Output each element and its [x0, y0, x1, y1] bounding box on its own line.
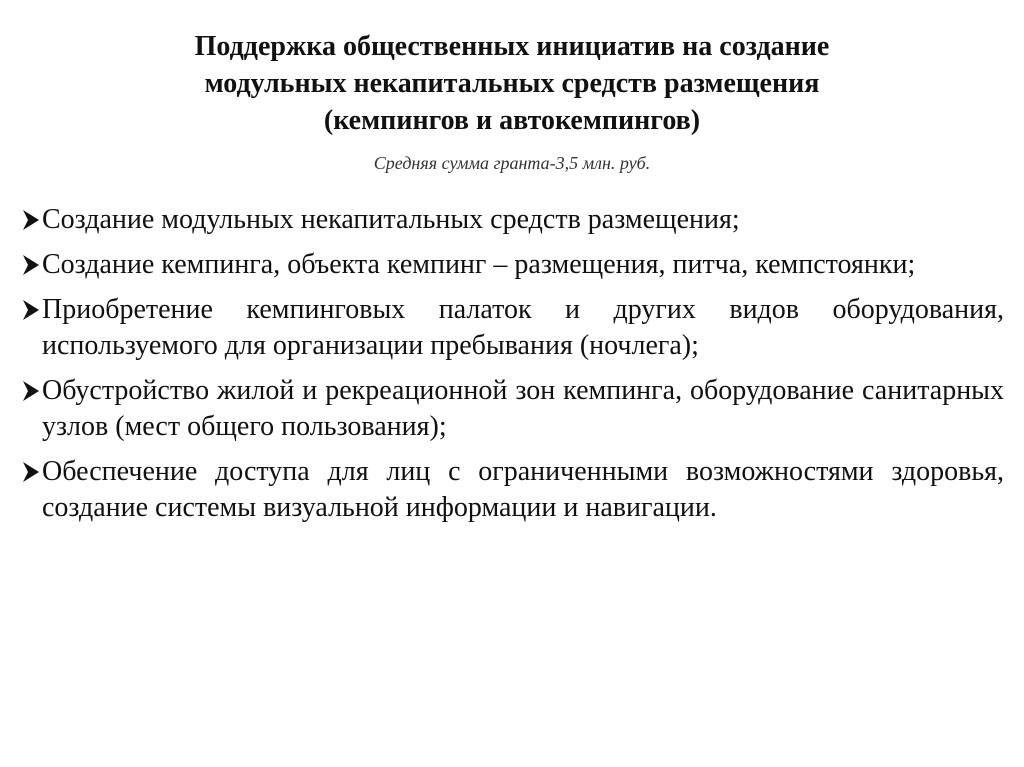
list-item-text: Создание кемпинга, объекта кемпинг – размещения, питча, кемпстоянки; [42, 249, 916, 280]
title-line-1: Поддержка общественных инициатив на создание [194, 31, 830, 62]
list-item [22, 202, 1004, 238]
list-item-text: Создание модульных некапитальных средств размещения; [42, 204, 740, 235]
title-line-3: (кемпингов и автокемпингов) [323, 105, 701, 136]
arrowhead-bullet-icon [22, 380, 42, 404]
list-item-text: Обустройство жилой и рекреационной зон кемпинга, оборудование санитарных узлов (мест общего пользования); [42, 375, 1004, 442]
list-item-text: Обеспечение доступа для лиц с ограниченными возможностями здоровья, создание системы визуальной информации и навигации. [42, 456, 1004, 523]
arrowhead-bullet-icon [22, 461, 42, 485]
list-item [22, 292, 1004, 364]
list-item [22, 247, 1004, 283]
grant-amount-subtitle: Средняя сумма гранта-3,5 млн. руб. [373, 153, 651, 173]
list-item [22, 373, 1004, 445]
arrowhead-bullet-icon [22, 299, 42, 323]
title-line-2: модульных некапитальных средств размещения [204, 68, 820, 99]
bullet-list [22, 202, 1004, 535]
arrowhead-bullet-icon [22, 254, 42, 278]
list-item [22, 454, 1004, 526]
slide-title [40, 28, 984, 139]
arrowhead-bullet-icon [22, 209, 42, 233]
list-item-text: Приобретение кемпинговых палаток и других видов оборудования, используемого для организации пребывания (ночлега); [42, 294, 1004, 361]
